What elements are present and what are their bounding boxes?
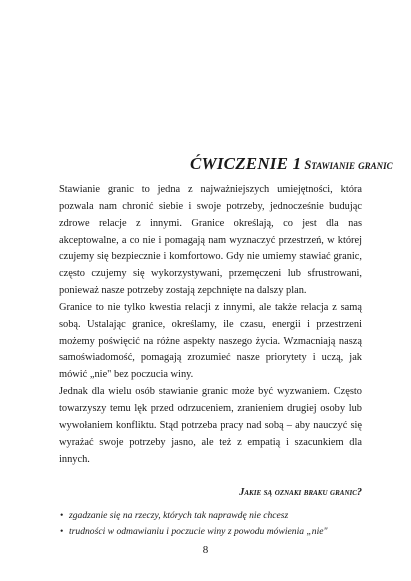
page-title [190, 140, 393, 177]
section-heading: Jakie są oznaki braku granic? [239, 487, 362, 498]
list-item-text: trudności w odmawianiu i poczucie winy z powodu mówienia „nie" [69, 526, 328, 537]
bullet-icon: • [60, 510, 64, 521]
bullet-icon: • [60, 526, 64, 537]
list-item [60, 524, 370, 540]
list-item [60, 508, 370, 524]
paragraph-3: Jednak dla wielu osób stawianie granic może być wyzwaniem. Często towarzyszy temu lęk przed odrzuceniem, zranieniem drugiej osoby lub wywołaniem konfliktu. Stąd potrzeba pracy nad sobą – aby nauczyć się wyrażać swoje potrzeby jasno, ale też z empatią i szacunkiem dla innych. [59, 386, 362, 465]
paragraph-2: Granice to nie tylko kwestia relacji z innymi, ale także relacja z samą sobą. Ustalając granice, określamy, ile czasu, energii i przestrzeni możemy poświęcić na różne aspekty naszego życia. Wzmacniają naszą samoświadomość, pomagają zrozumieć nasze priorytety i uczą, jak mówić „nie" bez poczucia winy. [59, 301, 362, 381]
paragraph-1: Stawianie granic to jedna z najważniejszych umiejętności, która pozwala nam chronić siebie i swoje potrzeby, jednocześnie budując zdrowe relacje z innymi. Granice określają, co jest dla nas akceptowalne, a co nie i pomagają nam wyznaczyć przestrzeń, w której czujemy się bezpiecznie i komfortowo. Gdy nie umiemy stawiać granic, często czujemy się wykorzystywani, przemęczeni lub sfrustrowani, ponieważ nasze potrzeby zostają zepchnięte na dalszy plan. [59, 184, 362, 297]
list-item-text: zgadzanie się na rzeczy, których tak naprawdę nie chcesz [69, 510, 289, 521]
page-number: 8 [202, 544, 209, 556]
bullet-list [60, 508, 370, 540]
exercise-number: ĆWICZENIE 1 [190, 154, 302, 173]
exercise-subtitle: Stawianie granic [304, 158, 393, 172]
body-text [59, 182, 362, 468]
